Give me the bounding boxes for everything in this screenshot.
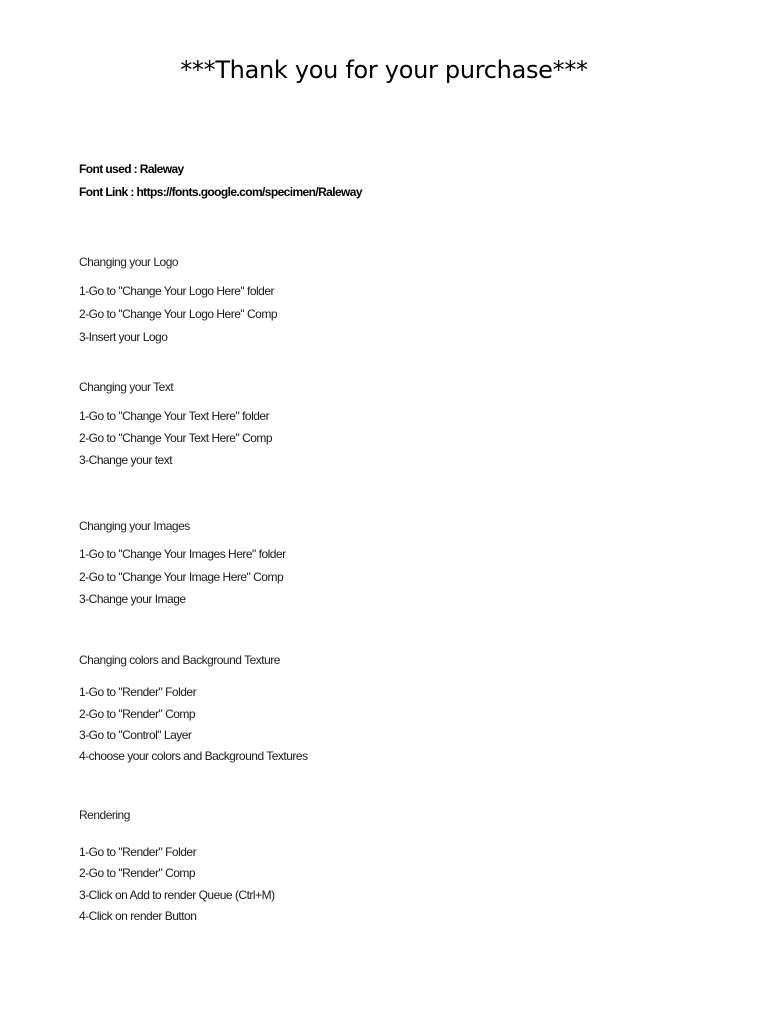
section-heading-images: Changing your Images (79, 519, 190, 533)
step-item: 2-Go to "Render" Comp (79, 707, 196, 721)
step-item: 2-Go to "Render" Comp (79, 866, 196, 880)
step-item: 2-Go to "Change Your Text Here" Comp (79, 431, 273, 445)
step-item: 2-Go to "Change Your Logo Here" Comp (79, 307, 277, 321)
step-item: 3-Change your Image (79, 592, 186, 606)
step-item: 1-Go to "Change Your Logo Here" folder (79, 284, 274, 298)
page-title: ***Thank you for your purchase*** (180, 56, 588, 84)
step-item: 4-choose your colors and Background Textures (79, 749, 308, 763)
step-item: 3-Insert your Logo (79, 330, 168, 344)
step-item: 1-Go to "Change Your Images Here" folder (79, 547, 286, 561)
step-item: 2-Go to "Change Your Image Here" Comp (79, 570, 284, 584)
section-heading-text: Changing your Text (79, 380, 174, 394)
step-item: 3-Change your text (79, 453, 173, 467)
section-heading-logo: Changing your Logo (79, 255, 179, 269)
step-item: 1-Go to "Change Your Text Here" folder (79, 409, 270, 423)
section-heading-rendering: Rendering (79, 808, 130, 822)
section-heading-colors: Changing colors and Background Texture (79, 653, 280, 667)
font-link-text: Font Link : https://fonts.google.com/specimen/Raleway (79, 185, 362, 199)
step-item: 3-Go to "Control" Layer (79, 728, 192, 742)
step-item: 1-Go to "Render" Folder (79, 685, 197, 699)
step-item: 4-Click on render Button (79, 909, 197, 923)
step-item: 1-Go to "Render" Folder (79, 845, 197, 859)
font-used-text: Font used : Raleway (79, 162, 184, 176)
step-item: 3-Click on Add to render Queue (Ctrl+M) (79, 888, 275, 902)
